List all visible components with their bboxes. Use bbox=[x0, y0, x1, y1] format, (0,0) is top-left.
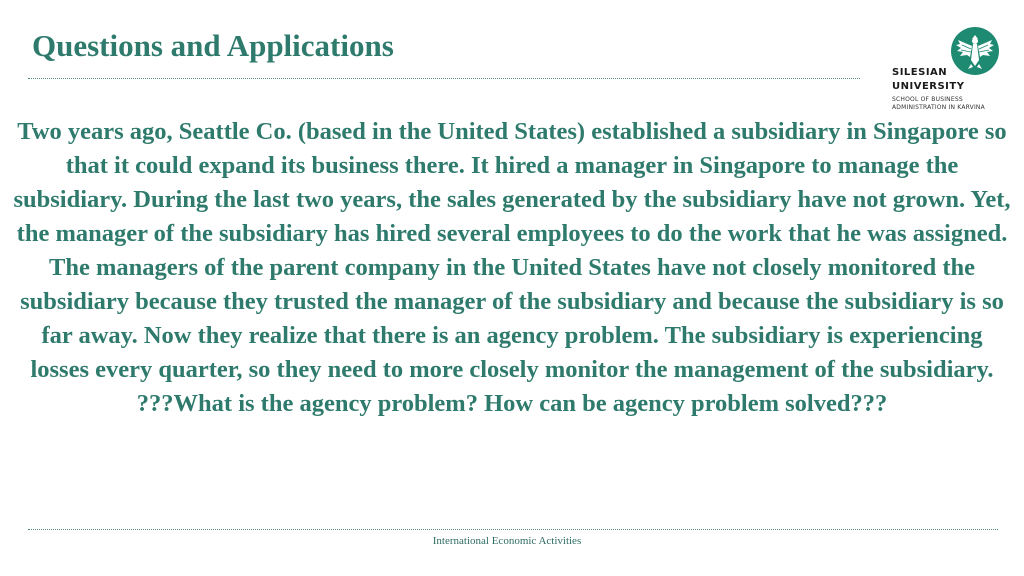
university-logo bbox=[890, 26, 1010, 116]
title-divider bbox=[28, 78, 860, 79]
logo-text-university: UNIVERSITY bbox=[892, 81, 965, 92]
slide-body bbox=[10, 115, 1014, 421]
footer-divider bbox=[28, 529, 998, 530]
case-paragraph: Two years ago, Seattle Co. (based in the United States) established a subsidiary in Singapore so that it could expand its business there. It hired a manager in Singapore to manage the subsidiary. During the last two years, the sales generated by the subsidiary have not grown. Yet, the manager of the subsidiary has hired several employees to do the work that he was assigned. The managers of the parent company in the United States have not closely monitored the subsidiary because they trusted the manager of the subsidiary and because the subsidiary is so far away. Now they realize that there is an agency problem. The subsidiary is experiencing losses every quarter, so they need to more closely monitor the management of the subsidiary. bbox=[13, 118, 1011, 383]
eagle-emblem-icon bbox=[950, 26, 1000, 76]
question-text: ???What is the agency problem? How can be agency problem solved??? bbox=[136, 390, 888, 417]
logo-text-school: SCHOOL OF BUSINESS bbox=[892, 96, 963, 103]
slide-title: Questions and Applications bbox=[32, 28, 394, 63]
logo-text-silesian: SILESIAN bbox=[892, 67, 948, 78]
logo-text-karvina: ADMINISTRATION IN KARVINA bbox=[892, 104, 985, 111]
footer-text: International Economic Activities bbox=[432, 535, 582, 547]
